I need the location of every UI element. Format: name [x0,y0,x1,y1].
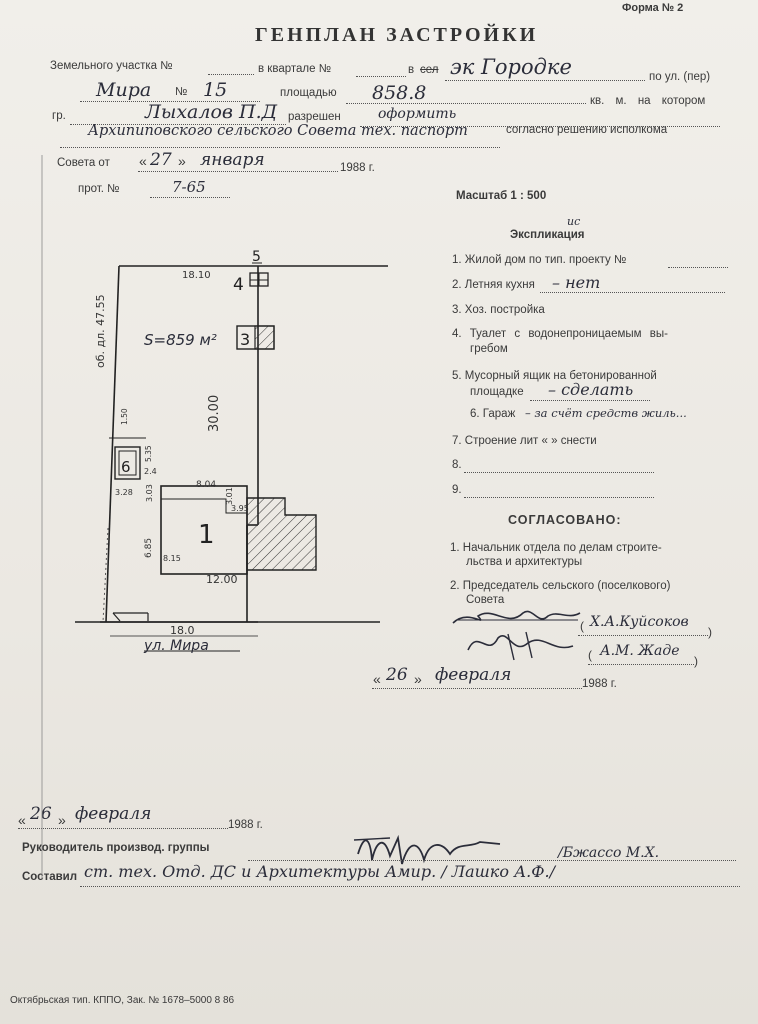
dim-top: 18.10 [182,270,211,281]
dim-328: 3.28 [115,488,133,497]
agreed-date-month: февраля [435,665,512,685]
building-6-label: 6 [121,458,131,476]
legend-item-4: 4. Туалет с водонепроницаемым вы- [452,328,668,340]
signer-2-name: А.М. Жаде [600,643,680,659]
quarter-label: в квартале № [258,63,332,75]
building-3-label: 3 [240,330,251,349]
plot-label: Земельного участка № [50,60,173,72]
legend-item-5-value: – сделать [548,380,634,399]
street-label: по ул. (пер) [649,71,711,83]
footer-date-day: 26 [30,804,52,824]
decision-label: согласно решению исполкома [506,124,668,136]
street-name: ул. Мира [144,638,209,654]
citizen-value: Лыхалов П.Д [145,101,278,123]
building-1-house [161,486,316,574]
dim-301: 3.01 [225,487,234,505]
dim-right: 30.00 [207,394,222,432]
council-date-month: января [200,150,265,170]
agreed-item-1-cont: льства и архитектуры [466,556,583,568]
area-value: 858.8 [372,82,427,104]
dim-150: 1.50 [120,408,129,425]
dim-395: 3.95 [231,504,249,513]
footer-date-year: 1988 г. [228,819,263,831]
council-date-day: 27 [150,150,172,170]
legend-item-8: 8. [452,459,462,471]
dim-535: 5.35 [144,445,153,462]
legend-item-1: 1. Жилой дом по тип. проекту № [452,254,627,266]
legend-item-6: 6. Гараж [470,408,516,420]
head-label: Руководитель производ. группы [22,842,210,854]
dim-street: 18.0 [170,624,195,637]
dim-804: 8.04 [196,480,217,490]
building-4-label: 4 [233,275,244,295]
dim-815: 8.15 [163,554,181,563]
protocol-label: прот. № [78,183,120,195]
legend-item-9: 9. [452,484,462,496]
street-value: Мира [96,79,152,101]
council-label: Совета от [57,157,110,169]
protocol-value: 7-65 [172,178,206,196]
council-year: 1988 г. [340,162,375,174]
num-value: 15 [203,79,228,101]
agreed-item-1: 1. Начальник отдела по делам строите- [450,542,662,554]
print-info: Октябрьская тип. КППО, Зак. № 1678–5000 8 86 [10,995,235,1006]
agreed-date-year: 1988 г. [582,678,617,690]
legend-item-2-value: – нет [552,273,601,292]
dim-685: 6.85 [144,537,154,558]
compiled-value: ст. тех. Отд. ДС и Архитектуры Амир. / Лашко А.Ф./ [84,862,556,881]
in-value: эк Городке [450,55,572,79]
area-label: площадью [280,87,337,99]
legend-item-6-value: – за счёт средств жиль... [525,406,687,420]
legend-item-5: 5. Мусорный ящик на бетонированной [452,370,657,382]
legend-item-4-cont: гребом [470,343,508,355]
legend-title-insert: ис [567,215,581,228]
dim-left: об. дл. 47.55 [94,294,107,368]
plot-area-label: S=859 м² [144,331,217,349]
permit-value: оформить [378,106,457,122]
num-label: № [175,86,188,98]
agreed-date-day: 26 [386,665,408,685]
sqm-label: кв. м. на котором [590,95,706,107]
building-1-label: 1 [198,520,215,550]
legend-item-2: 2. Летняя кухня [452,279,535,291]
dim-303: 3.03 [145,484,154,502]
compiled-label: Составил [22,871,78,883]
agreed-item-2-cont: Совета [466,594,505,606]
in-struck-text: сел [420,64,439,76]
document-title: ГЕНПЛАН ЗАСТРОЙКИ [255,24,539,46]
form-label: Форма № 2 [622,2,684,14]
dim-bottom: 12.00 [206,573,238,586]
signer-1-name: Х.А.Куйсоков [590,614,689,630]
footer-date-month: февраля [75,804,152,824]
decision-value: Архипиповского сельского Совета тех. паспорт [88,123,468,139]
head-value: /Бжассо М.Х. [558,845,660,861]
legend-title: Экспликация [510,229,585,241]
legend-item-5-cont: площадке [470,386,524,398]
agreed-title: СОГЛАСОВАНО: [508,513,622,527]
agreed-item-2: 2. Председатель сельского (поселкового) [450,580,671,592]
dim-24: 2.4 [144,467,157,476]
document-sheet: Форма № 2 ГЕНПЛАН ЗАСТРОЙКИ Земельного участка № в квартале № в сел эк Городке по ул. (пер) Мира № 15 площадью 858.8 кв. м. на котором гр. Лыхалов П.Д разрешен оформить Архипиповского сельского Совета тех. паспорт согласно решению исполкома Совета от « 27 » января 1988 г. прот. № 7-65 Масштаб 1 : 500 Экспликация ис 1. Жилой дом по тип. проекту № 2. Летняя кухня – нет 3. Хоз. постройка 4. Туалет с водонепроницаемым вы- гребом 5. Мусорный ящик на бетонированной площадке – сделать 6. Гараж – за счёт средств жиль... 7. Строение лит « » снести 8. 9. СОГЛАСОВАНО: 1. Начальник отдела по делам строите- льства и архитектуры 2. Председатель сельского (поселкового) Совета ( Х.А.Куйсоков ) ( А.М. Жаде ) « 26 » февраля 1988 г. « 26 » февраля 1988 г. Руководитель производ. группы /Бжассо М.Х. Составил ст. тех. Отд. ДС и Архитектуры Амир. / Лашко А.Ф./ Октябрьская тип. КППО, Зак. № 1678–5000 8 86 1 3 4 5 6 18.10 об. дл. 47.55 30.00 12.00 18.0 8.04 3.95 3.03 3.01 6.85 8.15 3.28 2.4 5.35 1.50 S=859 м² ул. Мира [0,0,758,1024]
citizen-label: гр. [52,110,66,122]
legend-item-3: 3. Хоз. постройка [452,304,545,316]
scale-label: Масштаб 1 : 500 [456,190,547,202]
permit-label: разрешен [288,111,341,123]
legend-item-7: 7. Строение лит « » снести [452,435,597,447]
plot-boundary [100,266,388,622]
building-5-label: 5 [252,249,261,265]
in-label: в [408,64,415,76]
